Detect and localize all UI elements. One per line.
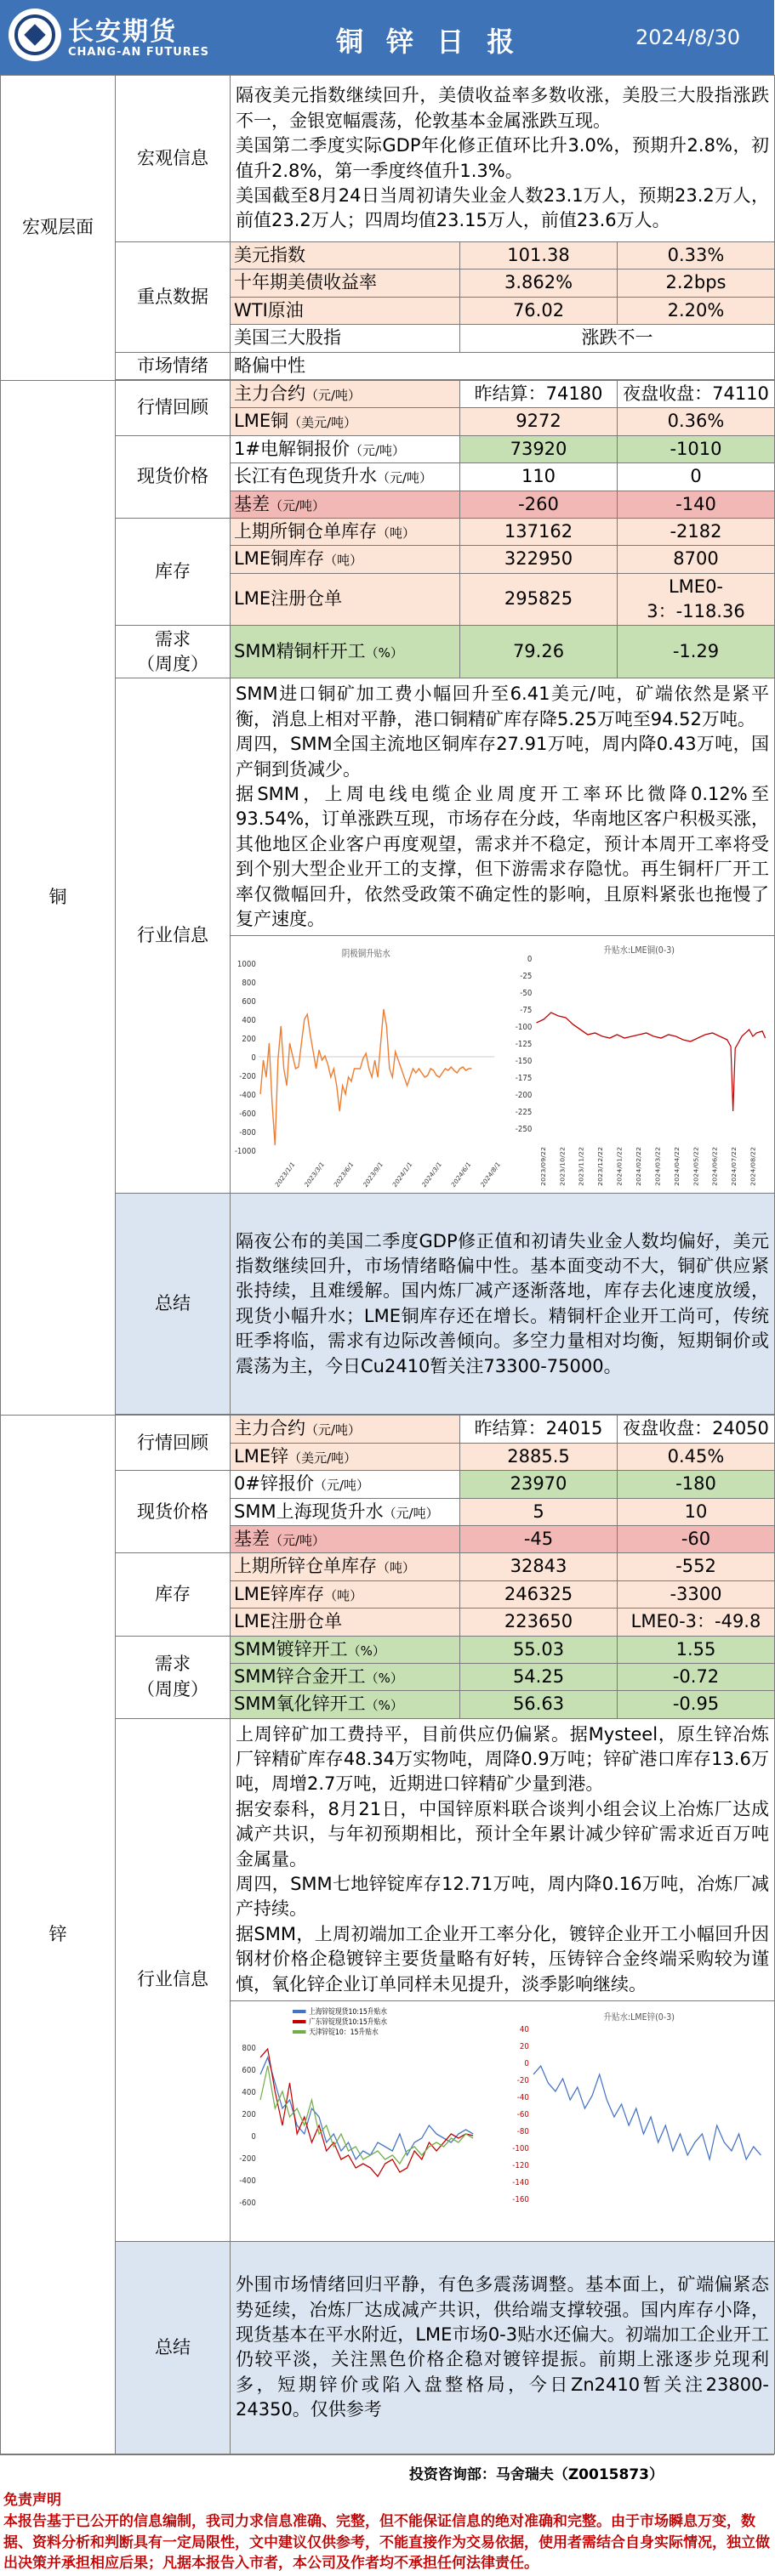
copper-basis-v2: -140: [618, 491, 775, 518]
x-tick: 2024/04/22: [672, 1147, 681, 1187]
zinc-lme-spread-line: [533, 2066, 761, 2159]
zinc-spot-name: 0#锌报价（元/吨）: [231, 1471, 460, 1498]
y-tick: -1000: [234, 1146, 256, 1157]
copper-spot-v2: 0: [618, 463, 775, 491]
zinc-prev-close: 昨结算：24015: [460, 1416, 618, 1443]
macro-info-text: 隔夜美元指数继续回升，美债收益率多数收涨，美股三大股指涨跌不一，金银宽幅震荡，伦敦基本金属涨跌互现。 美国第二季度实际GDP年化修正值环比升3.0%，预期升2.8%，初值升2.8%，第一季度终值升1.3%。 美国截至8月24日当周初请失业金人数23.1万人，预期23.2万人，前值23.2万人；四周均值23.15万人，前值23.6万人。: [231, 76, 775, 242]
y-tick: 0: [251, 2131, 256, 2142]
y-tick: 600: [242, 2065, 256, 2076]
zinc-lme-spread-chart: [507, 2006, 772, 2236]
chart-title: 升贴水:LME锌(0-3): [603, 2011, 675, 2023]
copper-basis-name: 基差（元/吨）: [231, 491, 460, 518]
sentiment-label: 市场情绪: [116, 352, 231, 379]
y-tick: -200: [239, 1071, 256, 1082]
x-ticks: [274, 1160, 502, 1189]
y-tick: 800: [242, 2043, 256, 2054]
copper-stock-v1: 137162: [460, 518, 618, 545]
y-tick: 20: [519, 2041, 529, 2052]
x-tick: 2023/12/22: [596, 1147, 604, 1187]
copper-category: 铜: [1, 380, 116, 1415]
y-tick: 400: [242, 2087, 256, 2098]
copper-industry-label: 行业信息: [116, 678, 231, 1194]
key-row-name: WTI原油: [231, 297, 460, 324]
copper-demand-v1: 79.26: [460, 626, 618, 678]
zinc-stock-name: 上期所锌仓单库存（吨）: [231, 1553, 460, 1580]
copper-spot-name: 长江有色现货升水（元/吨）: [231, 463, 460, 491]
zinc-stock-name: LME注册仓单: [231, 1609, 460, 1636]
report-header: [0, 0, 774, 75]
y-tick: -225: [515, 1107, 532, 1118]
zinc-lme-v2: 0.45%: [618, 1443, 775, 1470]
y-tick: 0: [523, 2058, 529, 2069]
report-table: [0, 75, 775, 2454]
zinc-stock-v2: -3300: [618, 1580, 775, 1608]
x-tick: 2024/01/22: [615, 1147, 623, 1187]
y-tick: -75: [519, 1005, 532, 1016]
copper-spot-name: 1#电解铜报价（元/吨）: [231, 435, 460, 462]
zinc-industry-label: 行业信息: [116, 1718, 231, 2241]
chart-title: 阴极铜升贴水: [341, 948, 390, 960]
copper-basis-v1: -260: [460, 491, 618, 518]
zinc-basis-name: 基差（元/吨）: [231, 1525, 460, 1552]
y-tick: 600: [242, 996, 256, 1007]
y-tick: 400: [242, 1015, 256, 1026]
zinc-lme-v1: 2885.5: [460, 1443, 618, 1470]
brand-name-en: CHANG-AN FUTURES: [68, 46, 210, 59]
macro-info-label: 宏观信息: [116, 76, 231, 242]
zinc-stock-v2: -552: [618, 1553, 775, 1580]
y-tick: -80: [516, 2126, 529, 2137]
y-tick: -120: [511, 2160, 529, 2171]
y-tick: -20: [516, 2075, 529, 2086]
key-row-v2: 涨跌不一: [460, 325, 775, 352]
brand-name-cn: 长安期货: [68, 17, 177, 47]
copper-summary-text: 隔夜公布的美国二季度GDP修正值和初请失业金人数均偏好，美元指数继续回升，市场情绪略偏中性。基本面变动不大，铜矿供应紧张持续，且难缓解。国内炼厂减产逐渐落地，库存去化速度放缓，现货小幅升水；LME铜库存还在增长。精铜杆企业开工尚可，传统旺季将临，需求有边际改善倾向。多空力量相对均衡，短期铜价或震荡为主，今日Cu2410暂关注73300-75000。: [231, 1194, 775, 1415]
y-tick: -400: [239, 2176, 256, 2187]
y-tick: -160: [511, 2194, 529, 2205]
copper-premium-line: [260, 1009, 471, 1145]
y-ticks: [239, 2043, 256, 2208]
y-tick: 200: [242, 2109, 256, 2120]
x-tick: 2024/02/22: [635, 1147, 642, 1187]
copper-night-close: 夜盘收盘：74110: [618, 380, 775, 407]
y-tick: -60: [516, 2109, 529, 2120]
y-tick: -200: [239, 2153, 256, 2165]
x-tick: 2024/1/1: [390, 1160, 414, 1189]
x-ticks: [539, 1147, 756, 1186]
y-tick: 0: [527, 954, 532, 965]
y-tick: -125: [515, 1039, 532, 1050]
legend-label: 广东锌锭现货10:15升贴水: [308, 2017, 388, 2027]
y-tick: -600: [239, 2198, 256, 2209]
y-tick: -150: [515, 1056, 532, 1067]
y-ticks: [512, 2024, 529, 2204]
zinc-industry-text: 上周锌矿加工费持平，目前供应仍偏紧。据Mysteel，原生锌冶炼厂锌精矿库存48.34万实物吨，周降0.9万吨；锌矿港口库存13.6万吨，周增2.7万吨，近期进口锌精矿少量到港。 据安泰科，8月21日，中国锌原料联合谈判小组会议上冶炼厂达成减产共识，与年初预期相比，预计全年累计减少锌矿需求近百万吨金属量。 周四，SMM七地锌锭库存12.71万吨，周内降0.16万吨，冶炼厂减产持续。 据SMM，上周初端加工企业开工率分化，镀锌企业开工小幅回升因钢材价格企稳镀锌主要货量略有好转，压铸锌合金终端采购较为谨慎，氧化锌企业订单同样未见提升，淡季影响继续。: [231, 1718, 775, 2000]
x-tick: 2024/3/1: [420, 1160, 443, 1189]
key-row-v1: 3.862%: [460, 270, 618, 297]
zinc-spot-v1: 5: [460, 1498, 618, 1525]
x-tick: 2023/3/1: [303, 1160, 326, 1189]
zinc-spot-v2: -180: [618, 1471, 775, 1498]
copper-stock-label: 库存: [116, 518, 231, 626]
zinc-demand-name: SMM镀锌开工（%）: [231, 1636, 460, 1663]
disclaimer-text: 本报告基于已公开的信息编制，我司力求信息准确、完整，但不能保证信息的绝对准确和完整。由于市场瞬息万变，数据、资料分析和判断具有一定局限性，文中建议仅供参考，不能直接作为交易依据，使用者需结合自身实际情况，独立做出决策并承担相应后果；凡据本报告入市者，本公司及作者均不承担任何法律责任。: [3, 2513, 770, 2573]
legend-label: 天津锌锭10：15升贴水: [308, 2027, 379, 2037]
zinc-demand-v2: -0.95: [618, 1691, 775, 1718]
x-tick: 2024/8/1: [479, 1160, 502, 1189]
y-tick: 200: [242, 1034, 256, 1045]
x-tick: 2024/06/22: [710, 1147, 719, 1187]
y-tick: -40: [516, 2092, 529, 2103]
y-ticks: [235, 960, 256, 1157]
y-tick: -25: [519, 971, 532, 982]
zinc-basis-v2: -60: [618, 1525, 775, 1552]
x-tick: 2023/11/22: [577, 1147, 585, 1187]
copper-stock-v2: -2182: [618, 518, 775, 545]
disclaimer-title: 免责声明: [3, 2492, 61, 2510]
x-tick: 2024/05/22: [692, 1147, 699, 1187]
y-tick: 0: [251, 1053, 256, 1064]
zinc-demand-name: SMM锌合金开工（%）: [231, 1663, 460, 1690]
zinc-category: 锌: [1, 1416, 116, 2454]
y-tick: -250: [515, 1124, 532, 1135]
zinc-stock-v1: 246325: [460, 1580, 618, 1608]
zinc-stock-label: 库存: [116, 1553, 231, 1636]
x-tick: 2023/9/1: [362, 1160, 385, 1189]
x-tick: 2024/6/1: [449, 1160, 473, 1189]
zinc-night-close: 夜盘收盘：24050: [618, 1416, 775, 1443]
key-data-label: 重点数据: [116, 242, 231, 353]
copper-stock-name: LME铜库存（吨）: [231, 546, 460, 573]
x-tick: 2023/09/22: [539, 1147, 547, 1187]
y-tick: 40: [519, 2024, 529, 2035]
key-row-v2: 2.2bps: [618, 270, 775, 297]
key-row-name: 十年期美债收益率: [231, 270, 460, 297]
key-row-v1: 76.02: [460, 297, 618, 324]
x-tick: 2023/10/22: [558, 1147, 566, 1187]
key-row-v2: 0.33%: [618, 242, 775, 270]
y-tick: -100: [515, 1022, 532, 1033]
macro-category: 宏观层面: [1, 76, 116, 381]
x-tick: 2023/6/1: [332, 1160, 356, 1189]
chart-title: 升贴水:LME铜(0-3): [603, 945, 675, 956]
y-tick: -100: [511, 2143, 529, 2154]
zinc-stock-v1: 223650: [460, 1609, 618, 1636]
y-tick: -600: [239, 1109, 256, 1120]
zinc-spot-v2: 10: [618, 1498, 775, 1525]
copper-lme-v2: 0.36%: [618, 408, 775, 435]
copper-demand-name: SMM精铜杆开工（%）: [231, 626, 460, 678]
x-tick: 2024/08/22: [749, 1147, 756, 1187]
zinc-demand-label: 需求 （周度）: [116, 1636, 231, 1718]
zinc-spot-label: 现货价格: [116, 1471, 231, 1553]
zinc-lme-name: LME锌（美元/吨）: [231, 1443, 460, 1470]
y-tick: -400: [239, 1090, 256, 1101]
copper-stock-name: LME注册仓单: [231, 573, 460, 626]
copper-stock-v1: 322950: [460, 546, 618, 573]
key-row-v1: 101.38: [460, 242, 618, 270]
analyst-credit: 投资咨询部：马舍瑞夫（Z0015873）: [408, 2466, 664, 2484]
x-tick: 2024/07/22: [730, 1147, 738, 1187]
x-tick: 2024/03/22: [653, 1147, 661, 1187]
copper-lme-v1: 9272: [460, 408, 618, 435]
zinc-spot-name: SMM上海现货升水（元/吨）: [231, 1498, 460, 1525]
analyst-footer: [0, 2454, 774, 2488]
copper-premium-chart: [234, 941, 502, 1189]
y-tick: -200: [515, 1090, 532, 1101]
zinc-tianjin-line: [260, 2066, 473, 2164]
copper-industry-text: SMM进口铜矿加工费小幅回升至6.41美元/吨，矿端依然是紧平衡，消息上相对平静，港口铜精矿库存降5.25万吨至94.52万吨。 周四，SMM全国主流地区铜库存27.91万吨，周内降0.43万吨，国产铜到货减少。 据SMM，上周电线电缆企业周度开工率环比微降0.12%至93.54%，订单涨跌互现，市场存在分歧，华南地区客户积极买涨，其他地区企业客户再度观望，需求并不稳定，预计本周开工率将受到个别大型企业开工的支撑，但下游需求存隐忧。再生铜杆厂开工率仅微幅回升，依然受政策不确定性的影响，且原料紧张也拖慢了复产速度。: [231, 678, 775, 936]
zinc-demand-v1: 56.63: [460, 1691, 618, 1718]
chart-legend: [293, 2006, 388, 2036]
y-tick: -140: [511, 2177, 529, 2188]
x-tick: 2023/1/1: [273, 1160, 297, 1189]
sentiment-value: 略偏中性: [231, 352, 775, 379]
report-date: 2024/8/30: [635, 26, 740, 49]
zinc-demand-v2: 1.55: [618, 1636, 775, 1663]
copper-stock-v1: 295825: [460, 573, 618, 626]
copper-stock-v2: LME0-3：-118.36: [618, 573, 775, 626]
zinc-stock-v2: LME0-3：-49.8: [618, 1609, 775, 1636]
zinc-summary-label: 总结: [116, 2241, 231, 2454]
zinc-stock-name: LME锌库存（吨）: [231, 1580, 460, 1608]
copper-stock-v2: 8700: [618, 546, 775, 573]
zinc-summary-text: 外围市场情绪回归平静，有色多震荡调整。基本面上，矿端偏紧态势延续，冶炼厂达成减产共识，供给端支撑较强。国内库存小降，现货基本在平水附近，LME市场0-3贴水还偏大。初端加工企业开工仍较平淡，关注黑色价格企稳对镀锌提振。前期上涨逐步兑现利多，短期锌价或陷入盘整格局，今日Zn2410暂关注23800-24350。仅供参考: [231, 2241, 775, 2454]
copper-prev-close: 昨结算：74180: [460, 380, 618, 407]
copper-spot-v2: -1010: [618, 435, 775, 462]
zinc-shanghai-line: [260, 2057, 473, 2159]
copper-main-contract: 主力合约（元/吨）: [231, 380, 460, 407]
zinc-stock-v1: 32843: [460, 1553, 618, 1580]
y-tick: -50: [519, 988, 532, 999]
legend-label: 上海锌锭现货10:15升贴水: [308, 2006, 388, 2017]
zinc-charts: [231, 2000, 775, 2241]
y-tick: 1000: [236, 959, 256, 970]
key-row-v2: 2.20%: [618, 297, 775, 324]
copper-spot-v1: 110: [460, 463, 618, 491]
key-row-name: 美国三大股指: [231, 325, 460, 352]
copper-review-label: 行情回顾: [116, 380, 231, 435]
copper-lme-spread-chart: [507, 941, 772, 1188]
y-tick: 800: [242, 978, 256, 989]
zinc-demand-v2: -0.72: [618, 1663, 775, 1690]
key-row-name: 美元指数: [231, 242, 460, 270]
copper-demand-label: 需求 （周度）: [116, 626, 231, 678]
company-logo: [9, 9, 61, 61]
copper-charts: [231, 936, 775, 1194]
zinc-demand-v1: 55.03: [460, 1636, 618, 1663]
copper-spot-v1: 73920: [460, 435, 618, 462]
copper-stock-name: 上期所铜仓单库存（吨）: [231, 518, 460, 545]
zinc-demand-name: SMM氧化锌开工（%）: [231, 1691, 460, 1718]
y-tick: -800: [239, 1127, 256, 1138]
zinc-review-label: 行情回顾: [116, 1416, 231, 1471]
zinc-basis-v1: -45: [460, 1525, 618, 1552]
zinc-spot-v1: 23970: [460, 1471, 618, 1498]
report-title: 铜 锌 日 报: [336, 26, 521, 58]
zinc-main-contract: 主力合约（元/吨）: [231, 1416, 460, 1443]
y-ticks: [515, 955, 532, 1135]
copper-summary-label: 总结: [116, 1194, 231, 1415]
y-tick: -175: [515, 1073, 532, 1084]
copper-lme-name: LME铜（美元/吨）: [231, 408, 460, 435]
zinc-premium-chart: [234, 2006, 499, 2236]
disclaimer: [0, 2488, 774, 2576]
copper-lme-spread-line: [536, 1013, 765, 1111]
copper-demand-v2: -1.29: [618, 626, 775, 678]
zinc-demand-v1: 54.25: [460, 1663, 618, 1690]
copper-spot-label: 现货价格: [116, 435, 231, 518]
